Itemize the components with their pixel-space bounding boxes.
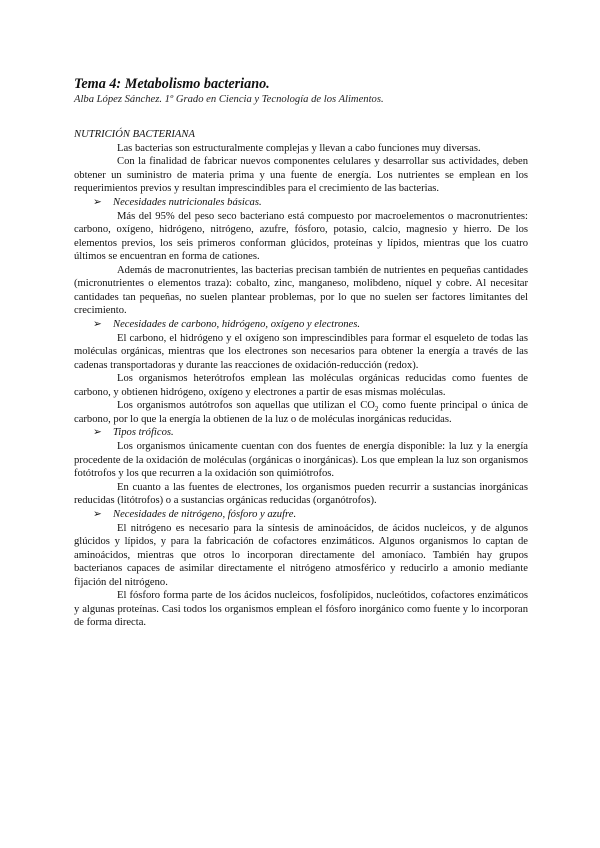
bullet-heading-text: Necesidades de nitrógeno, fósforo y azufre. [113, 508, 297, 520]
paragraph: El carbono, el hidrógeno y el oxígeno son imprescindibles para formar el esqueleto de todas las moléculas orgánicas, mientras que los electrones son necesarios para obtener la energía a través de las cadenas transportadoras y durante las reacciones de oxidación-reducción (redox). [74, 332, 528, 371]
paragraph: Además de macronutrientes, las bacterias precisan también de nutrientes en pequeñas cantidades (micronutrientes o elementos traza): cobalto, zinc, manganeso, molibdeno, níquel y cobre. Al necesitar cantidades tan pequeñas, no suelen plantear problemas, por lo que no suelen ser factores limitantes del crecimiento. [74, 264, 528, 316]
bullet-heading [93, 196, 528, 210]
paragraph: Los organismos heterótrofos emplean las moléculas orgánicas reducidas como fuentes de carbono, y obtienen hidrógeno, oxígeno y electrones a partir de esas mismas moléculas. [74, 373, 528, 398]
arrow-bullet-icon: ➢ [93, 427, 102, 438]
text-span: como fuente principal o única de carbono, por lo que la energía la obtienen de la luz o de moléculas inorgánicas reducidas. [74, 400, 528, 425]
paragraph: Más del 95% del peso seco bacteriano está compuesto por macroelementos o macronutrientes: carbono, oxígeno, hidrógeno, nitrógeno, azufre, fósforo, potasio, calcio, magnesio y hierro. De los elementos previos, los seis primeros conforman glúcidos, proteínas y lípidos, mientras que los cuatro últimos se encuentran en forma de cationes. [74, 210, 528, 262]
document-subtitle: Alba López Sánchez. 1º Grado en Ciencia y Tecnología de los Alimentos. [74, 94, 384, 105]
paragraph: Con la finalidad de fabricar nuevos componentes celulares y desarrollar sus actividades, deben obtener un suministro de materia prima y una fuente de energía. Los nutrientes se emplean en los requerimientos previos y resultan imprescindibles para el crecimiento de las bacterias. [74, 156, 528, 194]
paragraph: El nitrógeno es necesario para la síntesis de aminoácidos, de ácidos nucleicos, y de algunos glúcidos y lípidos, y para la fabricación de cofactores enzimáticos. Algunos organismos lo captan de aminoácidos, mientras que otros lo incorporan directamente del amoníaco. También hay grupos bacterianos capaces de asimilar directamente el nitrógeno atmosférico y reducirlo a amonio mediante fijación del nitrógeno. [74, 522, 528, 588]
bullet-heading-text: Necesidades de carbono, hidrógeno, oxígeno y electrones. [113, 318, 361, 330]
paragraph: Los organismos únicamente cuentan con dos fuentes de energía disponible: la luz y la energía procedente de la oxidación de moléculas (orgánicas o inorgánicas). Los que emplean la luz son organismos fotótrofos y los que recurren a la oxidación son quimiótrofos. [74, 441, 528, 479]
bullet-heading [93, 426, 528, 440]
paragraph: Las bacterias son estructuralmente complejas y llevan a cabo funciones muy diversas. [117, 142, 481, 154]
document-title: Tema 4: Metabolismo bacteriano. [74, 76, 270, 92]
paragraph: En cuanto a las fuentes de electrones, los organismos pueden recurrir a sustancias inorgánicas reducidas (litótrofos) o a sustancias orgánicas reducidas (organótrofos). [74, 481, 528, 506]
text-span: Los organismos autótrofos son aquellas que utilizan el CO [117, 400, 375, 411]
bullet-heading-text: Necesidades nutricionales básicas. [113, 196, 262, 208]
arrow-bullet-icon: ➢ [93, 508, 102, 520]
subscript: 2 [374, 405, 379, 414]
paragraph-co2 [74, 399, 528, 426]
bullet-heading [93, 508, 528, 522]
arrow-bullet-icon: ➢ [93, 318, 102, 330]
bullet-heading [93, 318, 528, 332]
section-heading: NUTRICIÓN BACTERIANA [74, 129, 195, 140]
arrow-bullet-icon: ➢ [93, 196, 102, 208]
bullet-heading-text: Tipos tróficos. [113, 427, 174, 438]
paragraph: El fósforo forma parte de los ácidos nucleicos, fosfolípidos, nucleótidos, cofactores enzimáticos y algunas proteínas. Casi todos los organismos emplean el fósforo inorgánico como fuente y lo incorporan de forma directa. [74, 590, 528, 628]
